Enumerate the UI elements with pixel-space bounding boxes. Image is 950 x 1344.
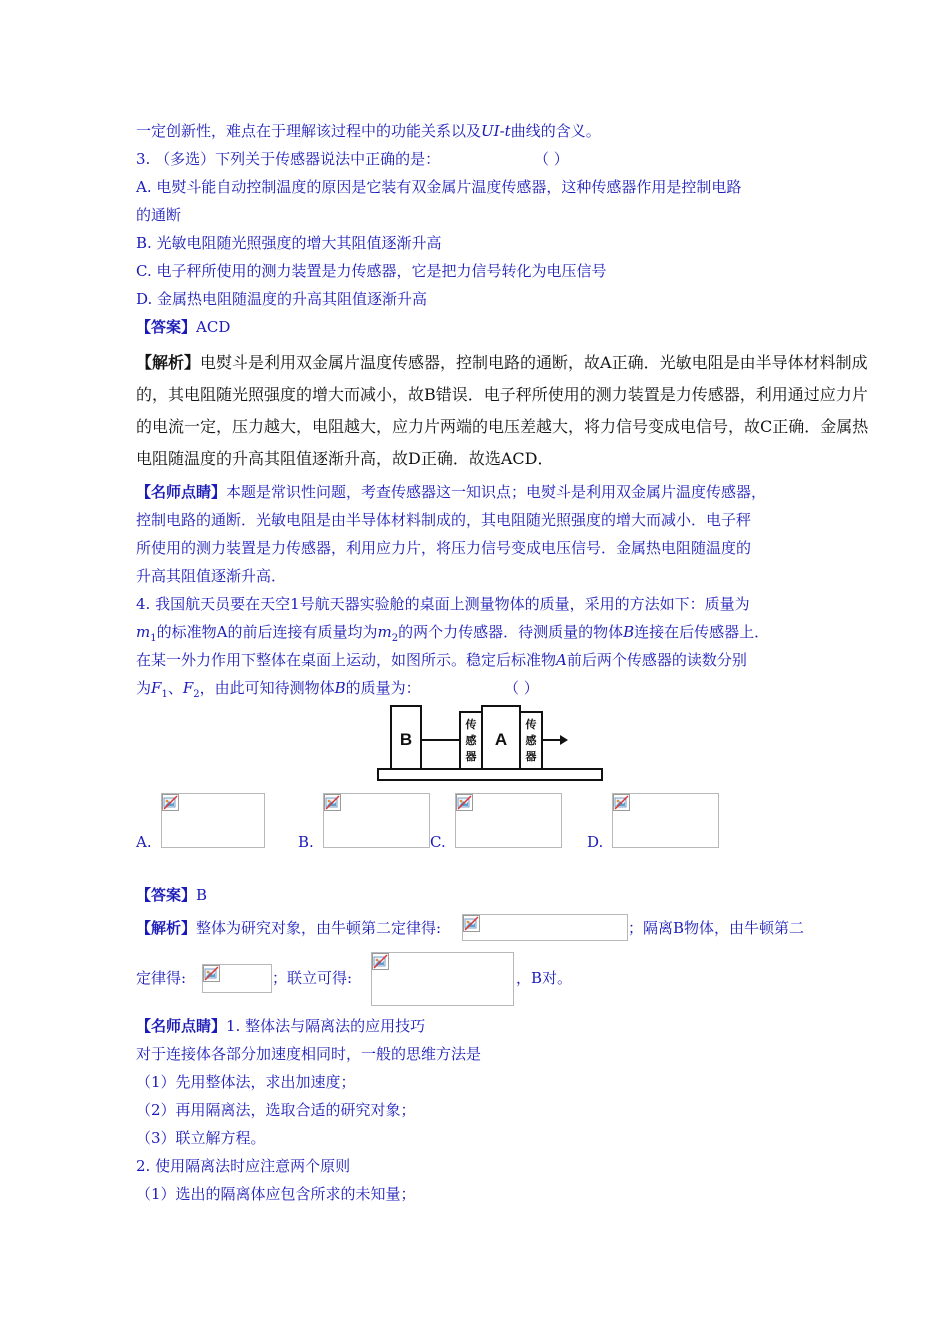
q3-option-a-line1: A. 电熨斗能自动控制温度的原因是它装有双金属片温度传感器，这种传感器作用是控制电路 xyxy=(136,178,742,196)
table-top xyxy=(378,769,602,780)
q4-tip-title xyxy=(136,1016,425,1036)
q4-tip-line1: 对于连接体各部分加速度相同时，一般的思维方法是 xyxy=(136,1045,482,1063)
q4-line3-b: 前后两个传感器的读数分别 xyxy=(566,651,747,669)
q4-m2: m xyxy=(377,623,392,641)
broken-image-icon xyxy=(613,794,630,811)
broken-image-icon xyxy=(162,794,179,811)
q4-F2-sub: 2 xyxy=(193,689,200,700)
q4-formula-image-2[interactable] xyxy=(202,964,272,993)
q4-line2-c: 连接在后传感器上． xyxy=(634,623,770,641)
q4-analysis-line2: 定律得: xyxy=(136,969,187,987)
q4-analysis-text-b: ；隔离B物体，由牛顿第二 xyxy=(628,919,805,937)
sensor-front-char-1: 传 xyxy=(525,718,537,731)
q4-tip-line6: （1）选出的隔离体应包含所求的未知量； xyxy=(136,1185,416,1203)
q4-option-b-label: B. xyxy=(298,833,314,851)
broken-image-icon xyxy=(456,794,473,811)
sensor-front-char-3: 器 xyxy=(525,750,537,763)
q4-option-c-label: C. xyxy=(430,833,446,851)
intro-text: 一定创新性，难点在于理解该过程中的功能关系以及 xyxy=(136,122,482,140)
broken-image-icon xyxy=(372,953,389,970)
q4-answer xyxy=(136,885,207,905)
sensor-front-char-2: 感 xyxy=(525,734,537,747)
q4-line2 xyxy=(136,622,769,649)
q3-tip-line4: 升高其阻值逐渐升高． xyxy=(136,567,287,585)
q4-option-d-label: D. xyxy=(587,833,604,851)
q3-analysis-line4: 电阻随温度的升高其阻值逐渐升高，故D正确．故选ACD． xyxy=(136,449,554,468)
q4-option-a-label: A. xyxy=(136,833,152,851)
q3-option-b: B. 光敏电阻随光照强度的增大其阻值逐渐升高 xyxy=(136,234,442,252)
q4-m1: m xyxy=(136,623,151,641)
q4-option-a-image[interactable] xyxy=(161,793,265,848)
q3-answer-blank: （ ） xyxy=(534,150,569,168)
q3-tip-line3: 所使用的测力装置是力传感器，利用应力片，将压力信号变成电压信号．金属热电阻随温度的 xyxy=(136,539,752,557)
q3-answer-tag: 【答案】 xyxy=(136,318,197,336)
q3-tip-line1 xyxy=(136,482,766,502)
q4-answer-value: B xyxy=(196,886,208,904)
q4-formula-image-3[interactable] xyxy=(371,952,514,1006)
q3-answer-value: ACD xyxy=(196,318,231,336)
q3-title xyxy=(136,149,440,169)
q4-analysis-line1 xyxy=(136,918,441,938)
block-A-label: A xyxy=(494,730,508,749)
q4-tip-line3: （2）再用隔离法，选取合适的研究对象； xyxy=(136,1101,416,1119)
q3-analysis-line2: 的，其电阻随光照强度的增大而减小，故B错误．电子秤所使用的测力装置是力传感器，利用通过应力片 xyxy=(136,385,868,404)
q3-option-d: D. 金属热电阻随温度的升高其阻值逐渐升高 xyxy=(136,290,428,308)
q4-line4 xyxy=(136,678,421,705)
block-B-label: B xyxy=(399,730,413,749)
q4-figure xyxy=(374,702,606,784)
broken-image-icon xyxy=(203,965,220,982)
q4-sep: 、 xyxy=(167,679,183,697)
q3-option-a-line2: 的通断 xyxy=(136,206,182,224)
q4-answer-blank: （ ） xyxy=(504,679,539,697)
q4-option-d-image[interactable] xyxy=(612,793,719,848)
q3-title-text: 3. （多选）下列关于传感器说法中正确的是： xyxy=(136,150,441,168)
q4-option-b-image[interactable] xyxy=(323,793,430,848)
q4-analysis-text-d: ；联立可得: xyxy=(272,969,353,987)
q4-line4-b: ，由此可知待测物体 xyxy=(199,679,335,697)
q4-line4-a: 为 xyxy=(136,679,152,697)
q3-analysis-line3: 的电流一定，压力越大，电阻越大，应力片两端的电压差越大，将力信号变成电信号，故C正确．金属热 xyxy=(136,417,869,436)
q4-line1: 4. 我国航天员要在天空1号航天器实验舱的桌面上测量物体的质量，采用的方法如下：质量为 xyxy=(136,595,750,613)
q4-line2-b: 的两个力传感器．待测质量的物体 xyxy=(398,623,624,641)
q3-option-c: C. 电子秤所使用的测力装置是力传感器，它是把力信号转化为电压信号 xyxy=(136,262,607,280)
q3-tip-text1: 本题是常识性问题，考查传感器这一知识点；电熨斗是利用双金属片温度传感器， xyxy=(226,483,767,501)
q3-analysis-tag: 【解析】 xyxy=(136,353,201,372)
intro-text-end: 曲线的含义。 xyxy=(510,122,601,140)
q4-tip-line5: 2. 使用隔离法时应注意两个原则 xyxy=(136,1157,351,1175)
q4-analysis-text-e: ，B对。 xyxy=(516,969,573,987)
q4-answer-tag: 【答案】 xyxy=(136,886,197,904)
q4-analysis-text-a: 整体为研究对象，由牛顿第二定律得: xyxy=(196,919,442,937)
q4-line4-c: 的质量为： xyxy=(345,679,421,697)
q4-formula-image-1[interactable] xyxy=(462,914,628,941)
q4-tip-line4: （3）联立解方程。 xyxy=(136,1129,266,1147)
q4-m2-sub: 2 xyxy=(391,633,399,644)
force-arrow-head xyxy=(560,735,568,745)
q4-F1-sub: 1 xyxy=(161,689,168,700)
q4-F2: F xyxy=(182,679,194,697)
q4-analysis-tag: 【解析】 xyxy=(136,919,197,937)
intro-line xyxy=(136,121,601,141)
sensor-rear-char-3: 器 xyxy=(465,750,477,763)
sensor-rear-char-2: 感 xyxy=(465,734,477,747)
q3-tip-line2: 控制电路的通断．光敏电阻是由半导体材料制成的，其电阻随光照强度的增大而减小．电子秤 xyxy=(136,511,752,529)
intro-variable: UI-t xyxy=(481,122,511,140)
q4-line3 xyxy=(136,650,747,670)
q4-tip-line2: （1）先用整体法，求出加速度； xyxy=(136,1073,356,1091)
broken-image-icon xyxy=(324,794,341,811)
q3-analysis-text1: 电熨斗是利用双金属片温度传感器，控制电路的通断，故A正确．光敏电阻是由半导体材料制成 xyxy=(200,353,868,372)
q4-line3-A: A xyxy=(556,651,567,669)
q3-tip-tag: 【名师点睛】 xyxy=(136,483,227,501)
q4-m1-sub: 1 xyxy=(150,633,157,644)
q4-tip-tag: 【名师点睛】 xyxy=(136,1017,227,1035)
q3-answer xyxy=(136,317,230,337)
q3-analysis-line1 xyxy=(136,353,868,373)
q4-line2-B: B xyxy=(623,623,635,641)
q4-tip-title-text: 1. 整体法与隔离法的应用技巧 xyxy=(226,1017,426,1035)
broken-image-icon xyxy=(463,915,480,932)
sensor-rear-char-1: 传 xyxy=(465,718,477,731)
q4-F1: F xyxy=(151,679,162,697)
q4-line4-B: B xyxy=(334,679,346,697)
q4-option-c-image[interactable] xyxy=(455,793,562,848)
q4-line3-a: 在某一外力作用下整体在桌面上运动，如图所示。稳定后标准物 xyxy=(136,651,557,669)
q4-line2-a: 的标准物A的前后连接有质量均为 xyxy=(156,623,378,641)
